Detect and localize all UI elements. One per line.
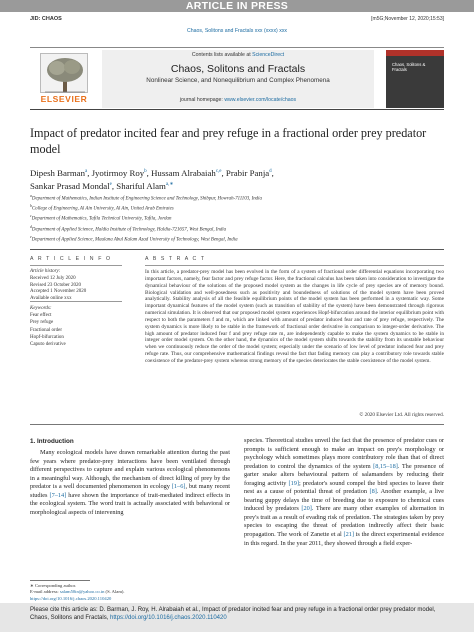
history-label: Article history: xyxy=(30,269,61,274)
affiliation-text: Department of Applied Science, Maulana Abul Kalam Azad University of Technology, West Bengal, India xyxy=(31,237,238,243)
body-text: is the direct experimental evidence in this regard. In the year 2011, they showed through a field exper- xyxy=(244,531,444,547)
reference-link[interactable]: [7–14] xyxy=(49,491,67,499)
author-affiliation-marker: d xyxy=(269,169,272,174)
journal-subtitle: Nonlinear Science, and Nonequilibrium and Complex Phenomena xyxy=(146,77,330,84)
publisher-name: ELSEVIER xyxy=(40,94,88,104)
article-info-heading: A R T I C L E I N F O xyxy=(30,256,112,262)
affiliation xyxy=(30,193,444,203)
divider xyxy=(145,265,444,266)
contents-line xyxy=(102,52,374,58)
keyword: Caputo derivative xyxy=(30,342,66,348)
cover-band xyxy=(386,50,444,56)
citation-text xyxy=(30,606,450,622)
reference-link[interactable]: [20] xyxy=(301,505,312,513)
article-timestamp: [m5G;November 12, 2020;15:53] xyxy=(371,16,444,22)
author-line-2: Sankar Prasad Mondal$^e$, Shariful Alam$^{a,∗}$ xyxy=(30,181,174,192)
history-entry: Received 12 July 2020 xyxy=(30,275,76,281)
body-text: , but many recent studies xyxy=(30,483,230,499)
affiliation-list xyxy=(30,193,444,244)
affiliation-marker: b xyxy=(30,204,32,209)
section-heading: 1. Introduction xyxy=(30,438,74,445)
affiliation xyxy=(30,203,444,213)
citation-box xyxy=(0,603,474,632)
citation-body: Please cite this article as: D. Barman, J. Roy, H. Alrabaiah et al., Impact of predator incited fear and prey refuge in a fractional order prey predator model, Chaos, Solitons and Fractals, xyxy=(30,607,436,621)
reference-link[interactable]: [21] xyxy=(343,531,354,539)
keyword-list xyxy=(30,305,140,348)
contents-prefix: Contents lists available at xyxy=(191,52,253,58)
author-affiliation-marker: a xyxy=(84,169,88,174)
affiliation-marker: d xyxy=(30,224,32,229)
journal-reference-link[interactable]: Chaos, Solitons and Fractals xxx (xxxx) xxx xyxy=(186,28,288,34)
sciencedirect-link[interactable]: ScienceDirect xyxy=(252,52,285,58)
journal-title: Chaos, Solitons and Fractals xyxy=(170,63,306,75)
body-column-right xyxy=(244,437,444,548)
body-text: have shown the importance of trait-mediated indirect effects in the ecological system. The word trait is actually associated with behavioral or morphological aspects of intervening xyxy=(30,491,230,516)
divider xyxy=(30,249,444,250)
affiliation xyxy=(30,213,444,223)
affiliation-marker: e xyxy=(30,234,32,239)
author-affiliation-marker: e xyxy=(109,182,112,188)
reference-link[interactable]: [19] xyxy=(288,479,300,487)
author-line-1: Dipesh Barman$^a$, Jyotirmoy Roy$^b$, Hussam Alrabaiah$^{c,e}$, Prabir Panja$^d$, xyxy=(30,167,274,178)
author-name[interactable]: Jyotirmoy Roy xyxy=(91,167,145,178)
author-name[interactable]: Shariful Alam xyxy=(116,181,166,192)
body-text: Many ecological models have drawn remarkable attention during the past few years where predator-prey interactions have been ventilated through different perspectives to capture and explain various ecological phenomenons in a meaningful way. Although, the mechanism of direct killing of prey by the predator is a well documented phenomenon in ecology xyxy=(30,449,230,491)
journal-masthead xyxy=(30,47,444,110)
author-affiliation-marker: a,∗ xyxy=(165,182,174,188)
body-column-left xyxy=(30,449,230,517)
elsevier-logo[interactable] xyxy=(30,50,98,108)
body-text: ; predator's sound compel the bird species to leave their nest as a cause of potential threat of predation xyxy=(244,479,444,496)
homepage-prefix: journal homepage: xyxy=(179,97,225,103)
affiliation-text: College of Engineering, Al Ain University, Al Ain, United Arab Emirates xyxy=(31,206,174,212)
history-entry: Available online xxx xyxy=(30,296,72,302)
tree-icon xyxy=(40,53,88,93)
article-history xyxy=(30,269,140,303)
article-title: Impact of predator incited fear and prey refuge in a fractional order prey predator model xyxy=(30,126,427,156)
journal-id: JID: CHAOS xyxy=(30,16,62,22)
reference-link[interactable]: [8,15–18] xyxy=(373,462,398,470)
affiliation-text: Department of Mathematics, Tafila Technical University, Tafila, Jordan xyxy=(31,217,172,223)
affiliation-marker: a xyxy=(30,194,32,198)
body-text: . Another example, a live bearing guppy delays the time of breeding due to exposure to chemical cues induced by predators xyxy=(244,488,444,513)
body-text: . There are many other examples of alternation in prey's trait as a result of evading risk of predation. The strategies taken by prey species to escaping the threat of predation indirectly affect their basic propagation. The work of Zanette et al xyxy=(244,505,444,539)
keywords-label: Keywords: xyxy=(30,306,52,311)
abstract-text: In this article, a predator-prey model has been evolved in the form of a system of fractional order differential equations incorporating two important factors, namely, fear factor and prey refuge factor. Here, the fractional calculus has been taken into consideration to investigate the dynamical behaviour of the solutions of the proposed model system as the changes in life cycle of prey species are of memory bound. Biological validation and well-posedness such as positivity and boundedness of solutions of the model system have been proved analytically. Stability analysis of all the feasible equilibrium points of the model system has been performed in a systematic way. Some important dynamical features of the model system (such as transition of stability of the system) have been demonstrated through rigorous numerical simulation. It is observed that our proposed model system experiences Hopf-bifurcation around the interior equilibrium point with respect to both the parameters f and m₁ which are linked with amount of predator induced fear and rate of prey refuge, respectively. The system dynamics is more likely to be stable in the framework of fractional order derivative in comparison to integer-order derivative. The high amount of predator induced fear f and prey refuge rate m₁ are independently capable to make the system dynamics to be stable in integer order model system. On the other hand, the dynamics of the model system shifts towards the stability from its unstable behaviour when we continuously reduce the order of the model system; especially under the scenario of low level of predator induced fear and prey refuge rate. Thus, our comprehensive mathematical findings reveal the fact that fading memory can play a contributory role towards stable coexistence of the predator-prey system whereas strong memory of the species deteriorates the stable coexistence of the model system. xyxy=(145,269,444,364)
body-text: . The presence of garter snake alters behavioural pattern of salamanders by reducing their foraging activity xyxy=(244,462,444,487)
keyword: Prey refuge xyxy=(30,320,54,326)
divider xyxy=(30,424,444,425)
divider xyxy=(30,265,122,266)
affiliation-marker: c xyxy=(30,214,32,219)
author-name[interactable]: Sankar Prasad Mondal xyxy=(30,181,110,192)
doi-link[interactable]: https://doi.org/10.1016/j.chaos.2020.110420 xyxy=(30,595,112,601)
corresponding-author-note: ∗ Corresponding author. xyxy=(30,583,77,588)
author-affiliation-marker: c,e xyxy=(215,169,222,174)
author-affiliation-marker: b xyxy=(144,169,147,174)
affiliation-text: Department of Applied Science, Haldia Institute of Technology, Haldia-721657, West Bengal, India xyxy=(31,227,227,233)
affiliation xyxy=(30,234,444,244)
footnote-divider xyxy=(30,580,90,581)
keyword: Fear effect xyxy=(30,313,52,319)
history-entry: Accepted 1 November 2020 xyxy=(30,289,87,295)
email-suffix: (S. Alam). xyxy=(104,589,125,595)
affiliation xyxy=(30,224,444,234)
history-entry: Revised 23 October 2020 xyxy=(30,282,81,288)
affiliation-text: Department of Mathematics, Indian Institute of Engineering Science and Technology, Shibpur, Howrah-711103, India xyxy=(31,196,262,202)
author-name[interactable]: Dipesh Barman xyxy=(30,167,85,178)
keyword: Fractional order xyxy=(30,327,63,333)
journal-cover-image[interactable] xyxy=(386,50,444,108)
copyright-notice: © 2020 Elsevier Ltd. All rights reserved. xyxy=(359,412,444,418)
author-name[interactable]: Prabir Panja xyxy=(225,167,270,178)
body-text: species. Theoretical studies unveil the fact that the presence of predator cues or prompts is sufficient enough to make an impact on prey's morphology or psychology which sometimes plays more contributory role than that of direct predation to control the dynamics of the system xyxy=(244,437,444,470)
email-prefix: E-mail address: xyxy=(30,589,60,595)
author-list xyxy=(30,166,444,193)
author-name[interactable]: Hussam Alrabaiah xyxy=(151,167,216,178)
homepage-link[interactable]: www.elsevier.com/locate/chaos xyxy=(224,97,297,103)
cover-title: Chaos, Solitons & Fractals xyxy=(392,62,426,72)
reference-link[interactable]: [1–6] xyxy=(171,483,186,491)
journal-homepage xyxy=(102,97,374,103)
email-link[interactable]: salam50in@yahoo.co.in xyxy=(59,589,105,595)
journal-info-box xyxy=(102,50,374,108)
citation-doi-link[interactable]: https://doi.org/10.1016/j.chaos.2020.110420 xyxy=(110,615,227,621)
reference-link[interactable]: [8] xyxy=(369,488,377,496)
divider xyxy=(30,301,122,302)
article-in-press-banner: ARTICLE IN PRESS xyxy=(0,0,474,12)
abstract-heading: A B S T R A C T xyxy=(145,256,206,262)
keyword: Hopf-bifurcation xyxy=(30,334,64,340)
